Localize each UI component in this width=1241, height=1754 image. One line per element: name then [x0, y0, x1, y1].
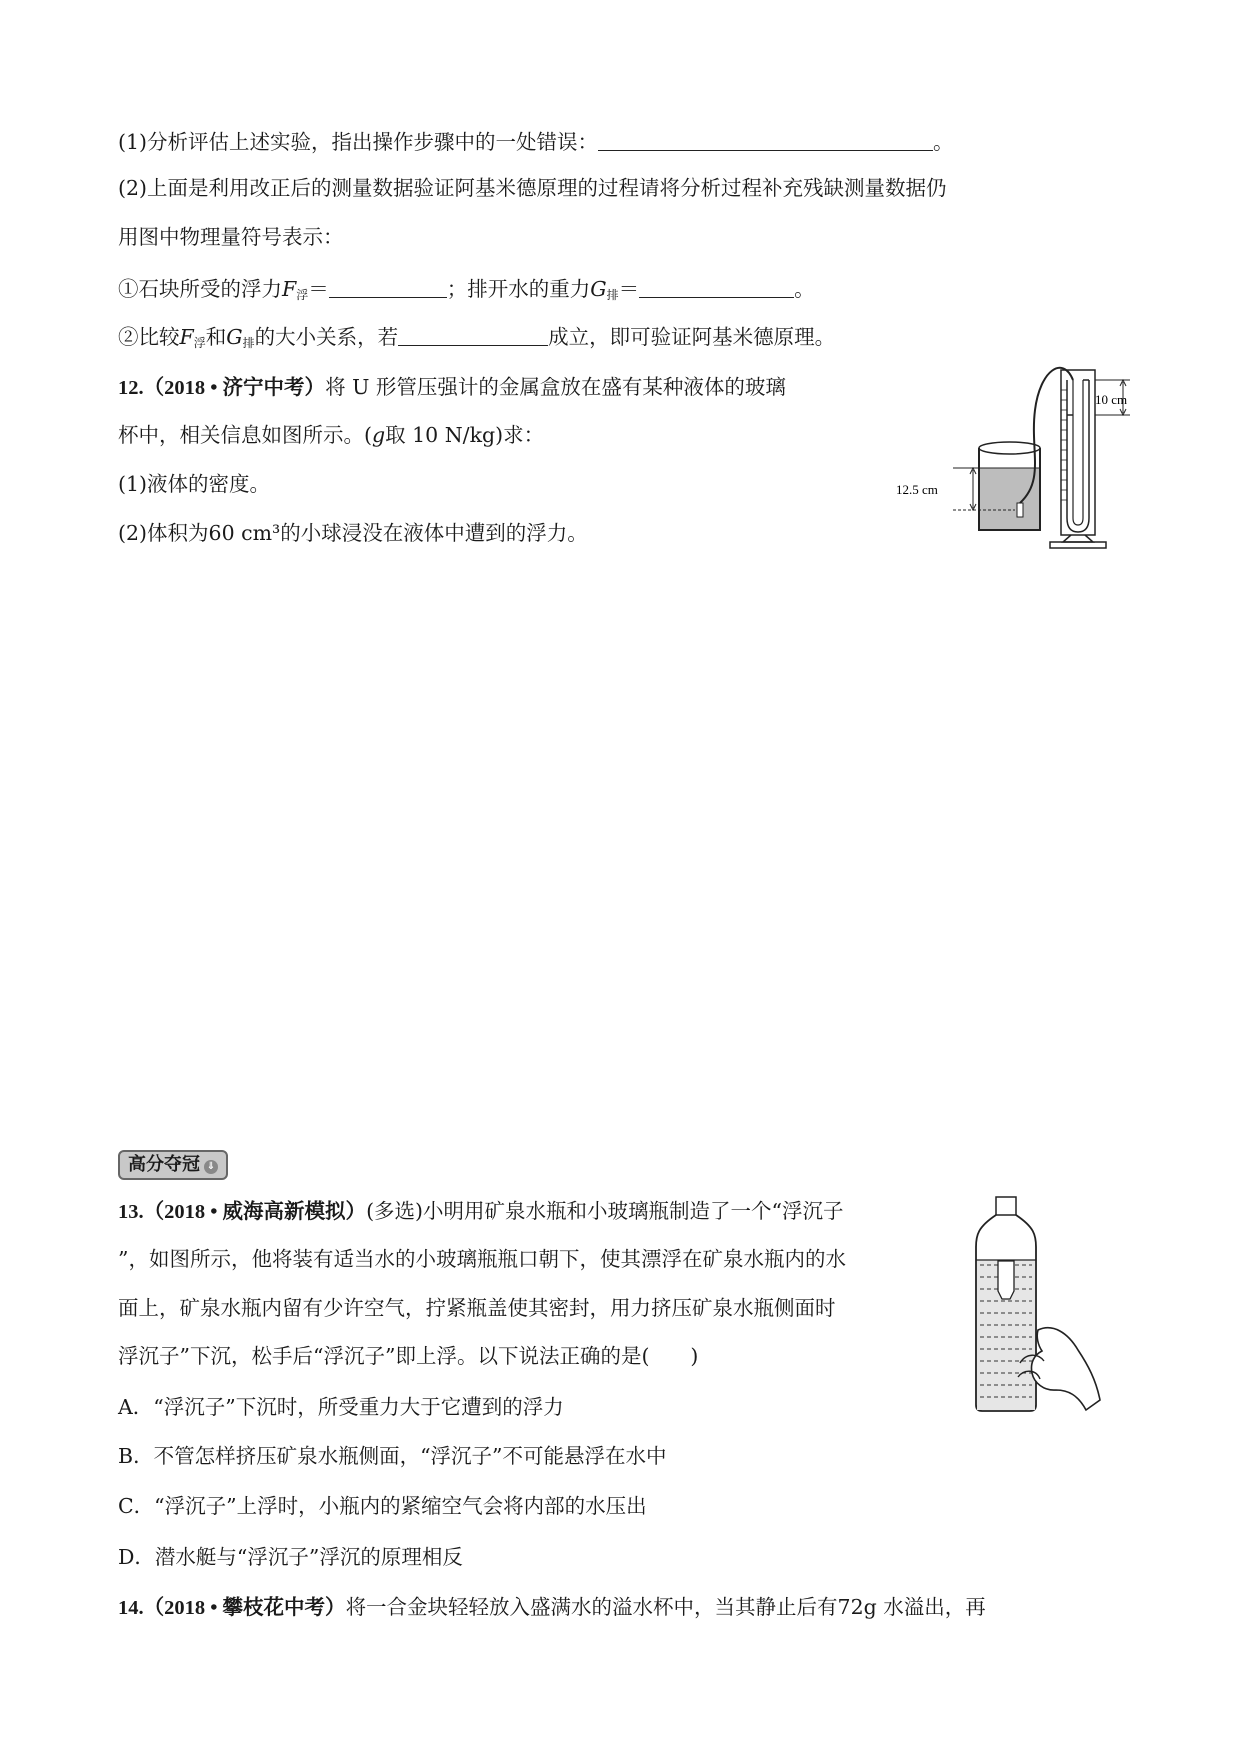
q12-stem-line2: 杯中，相关信息如图所示。(g取 10 N/kg)求： — [118, 423, 545, 447]
q13-stem-line1: 13.（2018 • 威海高新模拟）(多选)小明用矿泉水瓶和小玻璃瓶制造了一个“浮沉子 — [118, 1199, 844, 1223]
answer-blank[interactable] — [398, 325, 548, 346]
q13-option-a[interactable]: A．“浮沉子”下沉时，所受重力大于它遭到的浮力 — [118, 1395, 564, 1419]
q11-item1: ①石块所受的浮力$F_浮=$ ；排开水的重力$G_排=$ 。 — [118, 277, 815, 302]
q13-stem-line2: ”，如图所示，他将装有适当水的小玻璃瓶瓶口朝下，使其漂浮在矿泉水瓶内的水 — [118, 1247, 846, 1271]
q13-stem-line3: 面上，矿泉水瓶内留有少许空气，拧紧瓶盖使其密封，用力挤压矿泉水瓶侧面时 — [118, 1296, 836, 1320]
q11-part2-line2: 用图中物理量符号表示： — [118, 225, 344, 249]
q11-part1: (1)分析评估上述实验，指出操作步骤中的一处错误： 。 — [118, 130, 954, 154]
q13-stem-line4: 浮沉子”下沉，松手后“浮沉子”即上浮。以下说法正确的是( ) — [118, 1344, 699, 1368]
manometer-figure — [895, 360, 1145, 550]
q13-option-c[interactable]: C．“浮沉子”上浮时，小瓶内的紧缩空气会将内部的水压出 — [118, 1494, 647, 1518]
q11-part2-line1: (2)上面是利用改正后的测量数据验证阿基米德原理的过程请将分析过程补充残缺测量数据仍 — [118, 176, 947, 200]
q14-stem: 14.（2018 • 攀枝花中考）将一合金块轻轻放入盛满水的溢水杯中，当其静止后有72g 水溢出，再 — [118, 1595, 986, 1619]
q12-part2: (2)体积为60 cm³的小球浸没在液体中遭到的浮力。 — [118, 521, 588, 545]
q13-option-d[interactable]: D．潜水艇与“浮沉子”浮沉的原理相反 — [118, 1545, 463, 1569]
section-badge: 高分夺冠 ⇓ — [118, 1150, 228, 1180]
cartesian-diver-figure — [968, 1195, 1103, 1415]
q12-part1: (1)液体的密度。 — [118, 472, 271, 496]
down-arrow-icon: ⇓ — [204, 1160, 218, 1174]
answer-blank[interactable] — [598, 130, 933, 151]
height-label: 10 cm — [1095, 392, 1128, 407]
answer-blank[interactable] — [639, 277, 794, 298]
q12-stem-line1: 12.（2018 • 济宁中考）将 U 形管压强计的金属盒放在盛有某种液体的玻璃 — [118, 375, 786, 399]
answer-blank[interactable] — [329, 277, 447, 298]
depth-label: 12.5 cm — [896, 482, 938, 497]
q11-item2: ②比较$F_浮$和$G_排$的大小关系，若 成立，即可验证阿基米德原理。 — [118, 325, 836, 350]
q13-option-b[interactable]: B．不管怎样挤压矿泉水瓶侧面，“浮沉子”不可能悬浮在水中 — [118, 1444, 667, 1468]
